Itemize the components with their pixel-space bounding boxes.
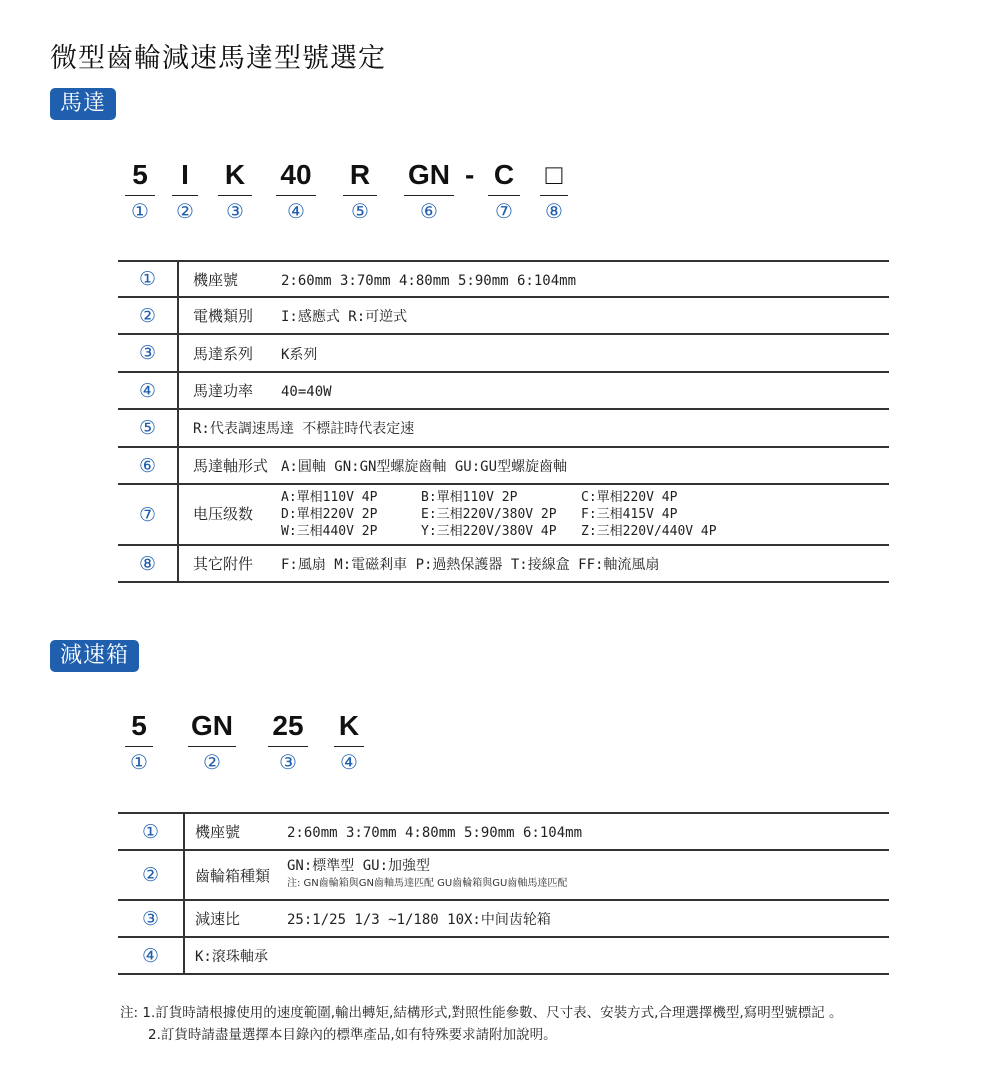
code-char: 5 — [132, 159, 148, 190]
row-text: I:感應式 R:可逆式 — [281, 309, 408, 325]
table-row — [118, 850, 889, 900]
code-char-placeholder: □ — [545, 159, 563, 190]
gearbox-model-code — [0, 708, 989, 788]
footnote-text: 1.訂貨時請根據使用的速度範圍,輸出轉矩,結構形式,對照性能參數、尺寸表、安裝方式,合理選擇機型,寫明型號標記 。 — [142, 1005, 843, 1021]
voltage-option: E:三相220V/380V 2P — [421, 507, 557, 522]
table-row — [118, 447, 889, 484]
row-number: ③ — [118, 900, 184, 937]
code-underline — [218, 195, 252, 196]
voltage-option: Y:三相220V/380V 4P — [421, 524, 557, 539]
gearbox-code-item — [334, 708, 364, 775]
row-text: 2:60mm 3:70mm 4:80mm 5:90mm 6:104mm — [281, 272, 577, 289]
code-char: 40 — [280, 159, 312, 190]
table-row — [118, 545, 889, 582]
voltage-option: F:三相415V 4P — [581, 507, 678, 522]
table-row — [118, 261, 889, 297]
code-number: ② — [176, 199, 194, 223]
row-number: ① — [118, 261, 178, 297]
row-number: ② — [118, 850, 184, 900]
code-number: ③ — [279, 750, 297, 774]
section-tag-motor: 馬達 — [50, 88, 116, 120]
table-row — [118, 484, 889, 545]
code-char: K — [338, 710, 360, 741]
row-label: 馬達軸形式 — [193, 457, 269, 475]
gearbox-code-item — [125, 708, 153, 775]
code-number: ③ — [226, 199, 244, 223]
row-label: 機座號 — [193, 270, 239, 289]
row-text: 40=40W — [281, 384, 332, 400]
gearbox-code-item — [188, 708, 236, 775]
voltage-option: B:單相110V 2P — [421, 490, 518, 505]
code-underline — [488, 195, 520, 196]
motor-code-item — [218, 157, 252, 224]
voltage-option: C:單相220V 4P — [581, 490, 678, 505]
row-label: 齒輪箱種類 — [195, 866, 271, 885]
code-underline — [540, 195, 568, 196]
row-text: 2:60mm 3:70mm 4:80mm 5:90mm 6:104mm — [287, 825, 583, 841]
motor-code-item — [488, 157, 520, 224]
table-row — [118, 372, 889, 409]
footnotes — [120, 1002, 843, 1046]
row-number: ⑧ — [118, 545, 178, 582]
row-label: 減速比 — [195, 910, 241, 928]
code-underline — [343, 195, 377, 196]
row-text: 25:1/25 1/3 ~1/180 10X:中间齿轮箱 — [287, 912, 551, 928]
footnote-line — [120, 1002, 843, 1024]
row-label: 馬達系列 — [193, 344, 254, 363]
code-char: C — [493, 159, 515, 190]
code-underline — [172, 195, 198, 196]
table-row — [118, 900, 889, 937]
motor-model-code — [0, 157, 989, 237]
code-number: ⑥ — [420, 199, 438, 223]
row-number: ⑦ — [118, 484, 178, 545]
motor-code-item — [343, 157, 377, 224]
footnote-text: 2.訂貨時請盡量選擇本目錄內的標準產品,如有特殊要求請附加說明。 — [148, 1027, 557, 1043]
table-row — [118, 409, 889, 447]
code-number: ② — [203, 750, 221, 774]
voltage-option: Z:三相220V/440V 4P — [581, 524, 717, 539]
table-row — [118, 813, 889, 850]
row-note: 注: GN齒輪箱與GN齒軸馬達匹配 GU齒輪箱與GU齒軸馬達匹配 — [287, 878, 568, 889]
footnote-prefix: 注: — [120, 1005, 139, 1021]
motor-code-item — [125, 157, 155, 224]
code-dash: - — [465, 159, 475, 190]
gearbox-code-item — [268, 708, 308, 775]
row-text: A:圓軸 GN:GN型螺旋齒軸 GU:GU型螺旋齒軸 — [281, 459, 568, 475]
row-text: F:風扇 M:電磁剎車 P:過熱保護器 T:接線盒 FF:軸流風扇 — [281, 557, 660, 573]
motor-code-item — [172, 157, 198, 224]
motor-spec-table — [118, 260, 889, 583]
row-label: 电压级数 — [193, 505, 254, 523]
code-char: I — [181, 159, 189, 190]
code-number: ④ — [287, 199, 305, 223]
row-text: K:滾珠軸承 — [195, 948, 268, 965]
table-row — [118, 297, 889, 334]
code-underline — [125, 746, 153, 747]
section-tag-gearbox: 減速箱 — [50, 640, 139, 672]
code-char: 25 — [272, 710, 304, 741]
row-number: ④ — [118, 937, 184, 974]
code-char: K — [224, 159, 246, 190]
code-underline — [276, 195, 316, 196]
code-number: ⑦ — [495, 199, 513, 223]
voltage-option: D:單相220V 2P — [281, 507, 378, 522]
code-underline — [268, 746, 308, 747]
code-number: ⑧ — [545, 199, 563, 223]
row-text: K系列 — [281, 346, 318, 363]
table-row — [118, 937, 889, 974]
row-number: ① — [118, 813, 184, 850]
code-number: ① — [130, 750, 148, 774]
row-label: 機座號 — [195, 823, 241, 841]
voltage-grid — [281, 489, 741, 540]
row-text: R:代表調速馬達 不標註時代表定速 — [193, 421, 415, 437]
footnote-line — [120, 1024, 843, 1046]
page-title: 微型齒輪減速馬達型號選定 — [50, 43, 386, 74]
code-number: ⑤ — [351, 199, 369, 223]
code-underline — [188, 746, 236, 747]
row-label: 電機類別 — [193, 307, 254, 325]
code-underline — [125, 195, 155, 196]
row-number: ⑤ — [118, 409, 178, 447]
row-number: ② — [118, 297, 178, 334]
voltage-option: A:單相110V 4P — [281, 490, 378, 505]
motor-code-item — [540, 157, 568, 224]
code-number: ① — [131, 199, 149, 223]
voltage-option: W:三相440V 2P — [281, 524, 378, 539]
code-number: ④ — [340, 750, 358, 774]
motor-code-item — [276, 157, 316, 224]
table-row — [118, 334, 889, 372]
code-char: GN — [191, 710, 233, 741]
gearbox-spec-table — [118, 812, 889, 975]
code-char: 5 — [131, 710, 147, 741]
row-number: ⑥ — [118, 447, 178, 484]
code-underline — [334, 746, 364, 747]
row-number: ④ — [118, 372, 178, 409]
motor-code-item — [404, 157, 454, 224]
code-underline — [404, 195, 454, 196]
row-number: ③ — [118, 334, 178, 372]
row-label: 其它附件 — [193, 555, 254, 573]
code-char: GN — [408, 159, 450, 190]
row-text: GN:標準型 GU:加強型 — [287, 858, 431, 874]
code-char: R — [349, 159, 371, 190]
row-label: 馬達功率 — [193, 382, 254, 400]
